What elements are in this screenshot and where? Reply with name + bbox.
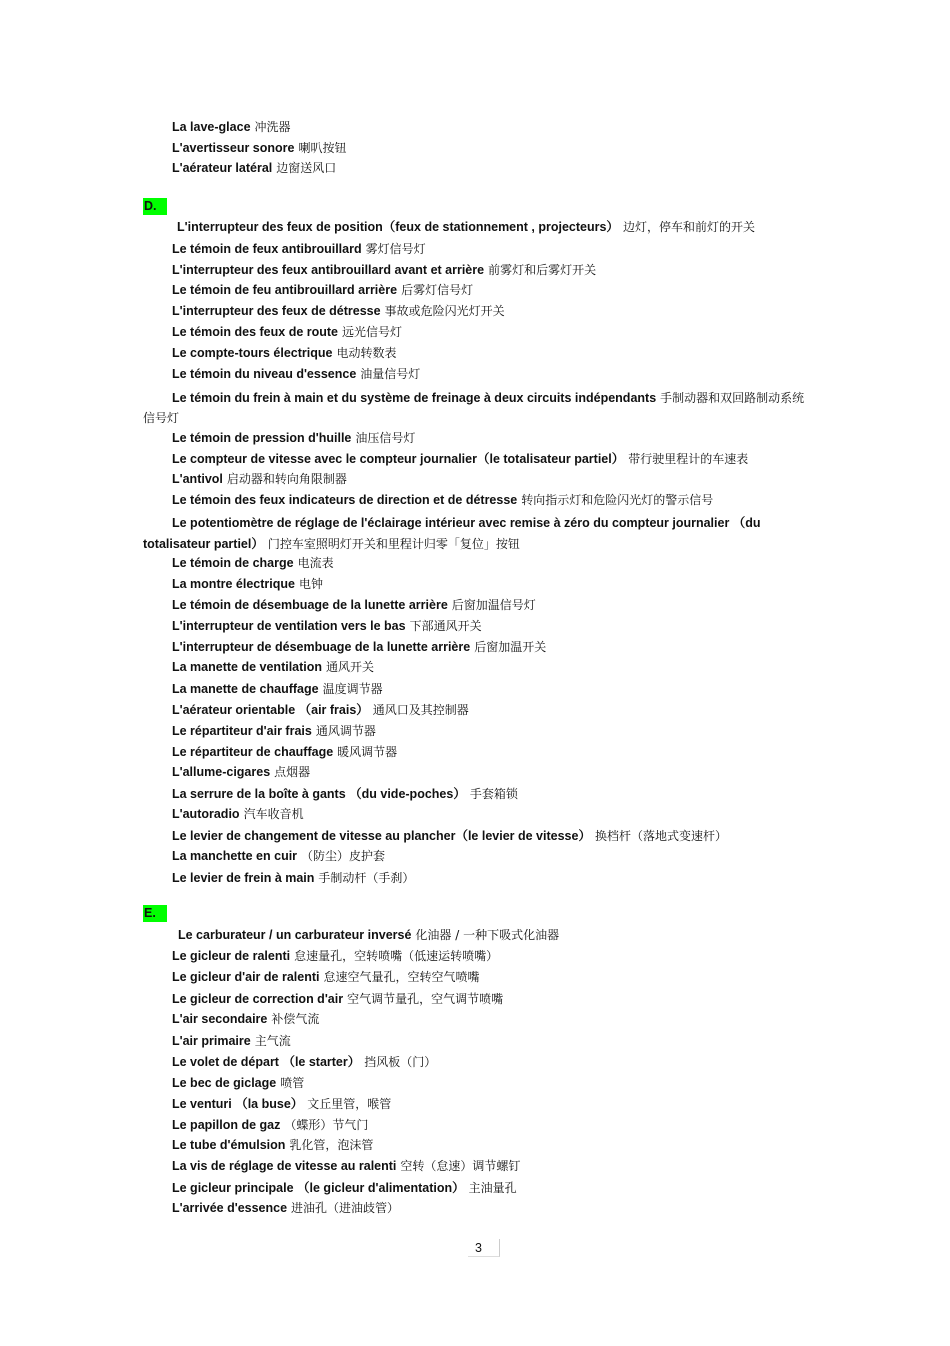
chinese-translation: （防尘）皮护套 — [301, 849, 386, 863]
chinese-translation: 怠速空气量孔，空转空气喷嘴 — [323, 970, 480, 984]
french-term: Le témoin de charge — [172, 556, 294, 570]
term-line — [172, 345, 396, 361]
chinese-translation: 手套箱锁 — [469, 787, 518, 801]
french-term: La manette de ventilation — [172, 660, 323, 674]
french-term: L'antivol — [172, 472, 223, 486]
french-term: Le répartiteur d'air frais — [172, 724, 312, 738]
section-label-e: E. — [143, 905, 167, 922]
french-term: La montre électrique — [172, 577, 295, 591]
french-term: L'arrivée d'essence — [172, 1201, 288, 1215]
chinese-translation: 怠速量孔，空转喷嘴（低速运转喷嘴） — [294, 949, 499, 963]
french-term: La lave-glace — [172, 120, 251, 134]
french-term: L'interrupteur de ventilation vers le bas — [172, 619, 406, 633]
chinese-translation: 通风开关 — [326, 660, 375, 674]
french-term: Le gicleur principale （le gicleur d'alimentation） — [172, 1181, 465, 1195]
chinese-translation: 事故或危险闪光灯开关 — [384, 304, 505, 318]
french-term: La vis de réglage de vitesse au ralenti — [172, 1159, 397, 1173]
french-term: Le témoin du niveau d'essence — [172, 367, 357, 381]
chinese-translation: 手制动器和双回路制动系统信号灯 — [143, 391, 805, 425]
term-line — [172, 1117, 368, 1133]
french-term: Le témoin de feu antibrouillard arrière — [172, 283, 398, 297]
chinese-translation: 喷管 — [280, 1076, 305, 1090]
term-line — [177, 219, 755, 235]
chinese-translation: 主油量孔 — [468, 1181, 517, 1195]
french-term: Le levier de changement de vitesse au plancher（le levier de vitesse） — [172, 829, 591, 843]
term-line — [172, 1096, 391, 1112]
chinese-translation: 转向指示灯和危险闪光灯的警示信号 — [521, 493, 714, 507]
term-line — [172, 1180, 517, 1196]
french-term: L'autoradio — [172, 807, 240, 821]
term-line — [172, 969, 479, 985]
chinese-translation: （蝶形）节气门 — [284, 1118, 369, 1132]
term-line — [172, 786, 518, 802]
chinese-translation: 文丘里管，喉管 — [307, 1097, 392, 1111]
chinese-translation: 挡风板（门） — [364, 1055, 437, 1069]
chinese-translation: 门控车室照明灯开关和里程计归零「复位」按钮 — [267, 537, 520, 551]
term-line — [172, 1158, 520, 1174]
french-term: Le bec de giclage — [172, 1076, 277, 1090]
term-line — [172, 119, 291, 135]
chinese-translation: 边窗送风口 — [276, 161, 337, 175]
chinese-translation: 边灯，停车和前灯的开关 — [622, 220, 755, 234]
french-term: Le gicleur de correction d'air — [172, 992, 344, 1006]
chinese-translation: 暖风调节器 — [337, 745, 398, 759]
term-line — [172, 140, 346, 156]
term-line — [172, 597, 536, 613]
chinese-translation: 空气调节量孔，空气调节喷嘴 — [347, 992, 504, 1006]
french-term: Le compte-tours électrique — [172, 346, 333, 360]
french-term: Le répartiteur de chauffage — [172, 745, 334, 759]
french-term: Le témoin de feux antibrouillard — [172, 242, 362, 256]
french-term: L'allume-cigares — [172, 765, 271, 779]
chinese-translation: 电钟 — [298, 577, 323, 591]
french-term: L'air primaire — [172, 1034, 251, 1048]
chinese-translation: 电动转数表 — [336, 346, 397, 360]
french-term: Le témoin de pression d'huille — [172, 431, 352, 445]
term-line — [172, 744, 397, 760]
term-line — [172, 1200, 399, 1216]
term-line — [172, 451, 748, 467]
term-line — [172, 870, 414, 886]
term-line — [172, 241, 426, 257]
french-term: Le papillon de gaz — [172, 1118, 281, 1132]
term-line — [172, 1054, 436, 1070]
chinese-translation: 前雾灯和后雾灯开关 — [488, 263, 597, 277]
page-number: 3 — [468, 1239, 500, 1257]
term-line — [172, 366, 420, 382]
french-term: La serrure de la boîte à gants （du vide-poches） — [172, 787, 466, 801]
french-term: L'interrupteur des feux de position（feux de stationnement , projecteurs） — [177, 220, 619, 234]
french-term: Le volet de départ （le starter） — [172, 1055, 361, 1069]
term-line — [172, 1137, 373, 1153]
term-line — [143, 513, 808, 555]
chinese-translation: 远光信号灯 — [342, 325, 403, 339]
term-line — [172, 848, 385, 864]
term-line — [172, 1011, 319, 1027]
french-term: L'interrupteur des feux de détresse — [172, 304, 381, 318]
french-term: Le témoin du frein à main et du système de freinage à deux circuits indépendants — [172, 391, 657, 405]
french-term: L'aérateur orientable （air frais） — [172, 703, 369, 717]
term-line — [172, 659, 374, 675]
term-line — [172, 723, 376, 739]
term-line — [172, 1033, 291, 1049]
french-term: Le gicleur de ralenti — [172, 949, 291, 963]
french-term: Le venturi （la buse） — [172, 1097, 304, 1111]
chinese-translation: 汽车收音机 — [243, 807, 304, 821]
section-label-d: D. — [143, 198, 167, 215]
chinese-translation: 化油器 / 一种下吸式化油器 — [415, 928, 560, 942]
french-term: Le compteur de vitesse avec le compteur journalier（le totalisateur partiel） — [172, 452, 625, 466]
chinese-translation: 通风调节器 — [315, 724, 376, 738]
chinese-translation: 点烟器 — [274, 765, 311, 779]
chinese-translation: 喇叭按钮 — [298, 141, 347, 155]
term-line — [172, 681, 383, 697]
french-term: Le levier de frein à main — [172, 871, 315, 885]
chinese-translation: 进油孔（进油歧管） — [291, 1201, 400, 1215]
chinese-translation: 空转（怠速）调节螺钉 — [400, 1159, 521, 1173]
french-term: Le gicleur d'air de ralenti — [172, 970, 320, 984]
term-line — [172, 160, 336, 176]
chinese-translation: 油压信号灯 — [355, 431, 416, 445]
chinese-translation: 油量信号灯 — [360, 367, 421, 381]
chinese-translation: 下部通风开关 — [409, 619, 482, 633]
term-line — [172, 828, 727, 844]
term-line — [172, 576, 323, 592]
term-line — [172, 702, 469, 718]
chinese-translation: 后窗加温信号灯 — [451, 598, 536, 612]
term-line — [172, 471, 347, 487]
chinese-translation: 补偿气流 — [271, 1012, 320, 1026]
french-term: L'interrupteur de désembuage de la lunette arrière — [172, 640, 471, 654]
term-line — [172, 991, 503, 1007]
french-term: La manette de chauffage — [172, 682, 319, 696]
chinese-translation: 后窗加温开关 — [474, 640, 547, 654]
chinese-translation: 主气流 — [254, 1034, 291, 1048]
chinese-translation: 启动器和转向角限制器 — [226, 472, 347, 486]
term-line — [172, 430, 415, 446]
chinese-translation: 通风口及其控制器 — [372, 703, 469, 717]
chinese-translation: 乳化管，泡沫管 — [289, 1138, 374, 1152]
chinese-translation: 手制动杆（手刹） — [318, 871, 415, 885]
term-line — [172, 555, 334, 571]
term-line — [172, 806, 304, 822]
french-term: Le témoin de désembuage de la lunette arrière — [172, 598, 448, 612]
term-line — [172, 764, 310, 780]
term-line — [172, 324, 402, 340]
term-line — [172, 282, 473, 298]
french-term: L'aérateur latéral — [172, 161, 273, 175]
chinese-translation: 换档杆（落地式变速杆） — [594, 829, 727, 843]
french-term: L'avertisseur sonore — [172, 141, 295, 155]
term-line — [172, 262, 596, 278]
term-line — [172, 303, 505, 319]
french-term: Le potentiomètre de réglage de l'éclairage intérieur avec remise à zéro du compteur journalier （du totalisateur partiel） — [143, 516, 761, 551]
term-line — [172, 639, 546, 655]
chinese-translation: 温度调节器 — [322, 682, 383, 696]
term-line — [178, 927, 559, 943]
french-term: Le carburateur / un carburateur inversé — [178, 928, 412, 942]
term-line — [172, 618, 482, 634]
chinese-translation: 雾灯信号灯 — [365, 242, 426, 256]
french-term: L'interrupteur des feux antibrouillard avant et arrière — [172, 263, 485, 277]
chinese-translation: 带行驶里程计的车速表 — [628, 452, 749, 466]
french-term: La manchette en cuir — [172, 849, 298, 863]
french-term: L'air secondaire — [172, 1012, 268, 1026]
term-line — [143, 388, 808, 428]
french-term: Le témoin des feux indicateurs de direction et de détresse — [172, 493, 518, 507]
chinese-translation: 电流表 — [297, 556, 334, 570]
chinese-translation: 后雾灯信号灯 — [401, 283, 474, 297]
french-term: Le tube d'émulsion — [172, 1138, 286, 1152]
term-line — [172, 1075, 304, 1091]
french-term: Le témoin des feux de route — [172, 325, 339, 339]
chinese-translation: 冲洗器 — [254, 120, 291, 134]
term-line — [172, 948, 498, 964]
term-line — [172, 492, 713, 508]
